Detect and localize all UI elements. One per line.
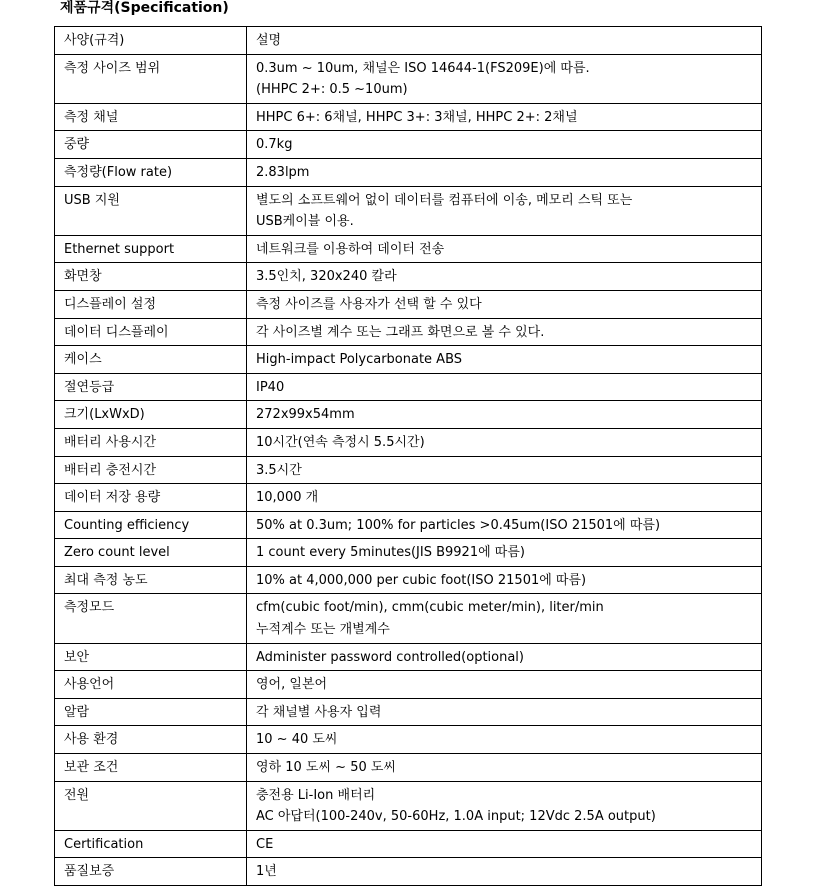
spec-label: 크기(LxWxD) — [64, 407, 145, 423]
spec-label-cell — [55, 511, 247, 539]
spec-label-cell — [55, 698, 247, 726]
spec-row — [55, 539, 762, 567]
spec-value-line: High-impact Polycarbonate ABS — [256, 352, 463, 368]
spec-value-cell — [247, 754, 762, 782]
spec-value-cell — [247, 428, 762, 456]
spec-label: 배터리 충전시간 — [64, 462, 157, 478]
spec-row — [55, 566, 762, 594]
spec-value-line: 설명 — [256, 33, 282, 48]
spec-value-cell — [247, 643, 762, 671]
spec-row — [55, 186, 762, 235]
spec-label-cell — [55, 401, 247, 429]
spec-label: 데이터 디스플레이 — [64, 324, 169, 340]
spec-row — [55, 103, 762, 131]
spec-value-cell — [247, 401, 762, 429]
spec-value-cell — [247, 27, 762, 55]
spec-value-line: 3.5시간 — [256, 462, 302, 478]
spec-value-cell — [247, 158, 762, 186]
spec-label-cell — [55, 27, 247, 55]
spec-value-cell — [247, 781, 762, 830]
spec-value-cell — [247, 698, 762, 726]
spec-label-cell — [55, 858, 247, 886]
spec-label-cell — [55, 643, 247, 671]
spec-value-cell — [247, 290, 762, 318]
spec-row — [55, 726, 762, 754]
spec-label: 알람 — [64, 704, 90, 720]
spec-value-line: 2.83lpm — [256, 164, 310, 180]
spec-value-line: 1 count every 5minutes(JIS B9921에 따름) — [256, 545, 525, 561]
spec-row — [55, 428, 762, 456]
spec-label: 측정 사이즈 범위 — [64, 60, 161, 76]
spec-value-cell — [247, 235, 762, 263]
spec-row — [55, 858, 762, 886]
spec-row — [55, 27, 762, 55]
spec-value-cell — [247, 318, 762, 346]
spec-row — [55, 484, 762, 512]
spec-row — [55, 54, 762, 103]
spec-label: 최대 측정 농도 — [64, 572, 148, 588]
spec-value-cell — [247, 484, 762, 512]
spec-value-cell — [247, 346, 762, 374]
spec-label-cell — [55, 456, 247, 484]
spec-value-line: 각 사이즈별 계수 또는 그래프 화면으로 볼 수 있다. — [256, 324, 545, 340]
spec-row — [55, 511, 762, 539]
spec-label-cell — [55, 131, 247, 159]
spec-value-line: 측정 사이즈를 사용자가 선택 할 수 있다 — [256, 296, 482, 312]
spec-label: 케이스 — [64, 352, 102, 368]
spec-label-cell — [55, 428, 247, 456]
spec-row — [55, 456, 762, 484]
spec-row — [55, 643, 762, 671]
spec-value-cell — [247, 131, 762, 159]
spec-value-line: 10 ~ 40 도씨 — [256, 732, 338, 748]
spec-label: 사용 환경 — [64, 732, 119, 748]
spec-label-cell — [55, 290, 247, 318]
specification-table — [54, 26, 762, 886]
spec-label: Ethernet support — [64, 241, 175, 257]
spec-value-line: 272x99x54mm — [256, 407, 355, 423]
spec-row — [55, 263, 762, 291]
spec-value-cell — [247, 54, 762, 103]
spec-value-line: 10시간(연속 측정시 5.5시간) — [256, 434, 425, 450]
spec-value-cell — [247, 671, 762, 699]
spec-label-cell — [55, 103, 247, 131]
spec-label: 사용언어 — [64, 677, 115, 693]
spec-row — [55, 594, 762, 643]
spec-value-cell — [247, 456, 762, 484]
spec-label: 데이터 저장 용량 — [64, 490, 161, 506]
spec-row — [55, 754, 762, 782]
spec-value-line: 각 채널별 사용자 입력 — [256, 704, 382, 720]
spec-label: USB 지원 — [64, 192, 120, 208]
spec-label-cell — [55, 373, 247, 401]
spec-value-line: 0.3um ~ 10um, 채널은 ISO 14644-1(FS209E)에 따름. — [256, 60, 590, 76]
spec-label: 측정 채널 — [64, 109, 119, 125]
spec-value-line: 네트워크를 이용하여 데이터 전송 — [256, 241, 445, 257]
spec-value-line: 영하 10 도씨 ~ 50 도씨 — [256, 760, 396, 776]
spec-label: 측정량(Flow rate) — [64, 164, 173, 180]
spec-value-cell — [247, 511, 762, 539]
spec-value-line: 50% at 0.3um; 100% for particles >0.45um(ISO 21501에 따름) — [256, 517, 661, 533]
spec-label: Zero count level — [64, 545, 170, 561]
spec-value-line: cfm(cubic foot/min), cmm(cubic meter/min), liter/min — [256, 600, 604, 616]
spec-row — [55, 830, 762, 858]
spec-row — [55, 318, 762, 346]
spec-value-line: Administer password controlled(optional) — [256, 649, 524, 665]
spec-row — [55, 781, 762, 830]
spec-label: 화면창 — [64, 269, 102, 285]
spec-value-cell — [247, 566, 762, 594]
spec-label: 절연등급 — [64, 379, 115, 395]
spec-value-cell — [247, 186, 762, 235]
spec-value-line: HHPC 6+: 6채널, HHPC 3+: 3채널, HHPC 2+: 2채널 — [256, 109, 578, 125]
spec-value-line: 1년 — [256, 864, 277, 880]
spec-value-cell — [247, 103, 762, 131]
spec-label: 전원 — [64, 787, 90, 803]
spec-label: 보관 조건 — [64, 760, 119, 776]
spec-row — [55, 131, 762, 159]
spec-row — [55, 290, 762, 318]
spec-label-cell — [55, 54, 247, 103]
spec-value-line: 별도의 소프트웨어 없이 데이터를 컴퓨터에 이송, 메모리 스틱 또는 — [256, 192, 633, 208]
spec-value-line: 10,000 개 — [256, 490, 319, 506]
spec-label: 품질보증 — [64, 864, 115, 880]
spec-value-cell — [247, 373, 762, 401]
spec-label-cell — [55, 539, 247, 567]
spec-label-cell — [55, 263, 247, 291]
spec-label: 측정모드 — [64, 600, 115, 616]
specification-table-body — [55, 27, 762, 886]
spec-value-cell — [247, 263, 762, 291]
spec-label-cell — [55, 726, 247, 754]
spec-row — [55, 401, 762, 429]
spec-value-line: USB케이블 이용. — [256, 214, 354, 230]
spec-row — [55, 671, 762, 699]
spec-label-cell — [55, 484, 247, 512]
spec-label-cell — [55, 186, 247, 235]
spec-value-line: 누적계수 또는 개별계수 — [256, 622, 390, 638]
spec-label: Counting efficiency — [64, 517, 190, 533]
spec-value-line: 영어, 일본어 — [256, 677, 328, 693]
spec-label-cell — [55, 671, 247, 699]
spec-value-cell — [247, 858, 762, 886]
spec-label-cell — [55, 235, 247, 263]
spec-label: 배터리 사용시간 — [64, 434, 157, 450]
spec-label-cell — [55, 346, 247, 374]
spec-row — [55, 346, 762, 374]
spec-label: 사양(규격) — [64, 33, 125, 48]
spec-value-line: IP40 — [256, 379, 285, 395]
spec-label-cell — [55, 781, 247, 830]
spec-value-line: 충전용 Li-Ion 배터리 — [256, 787, 376, 803]
spec-value-cell — [247, 594, 762, 643]
spec-value-cell — [247, 830, 762, 858]
spec-row — [55, 158, 762, 186]
spec-value-line: CE — [256, 836, 274, 852]
spec-value-line: 10% at 4,000,000 per cubic foot(ISO 21501에 따름) — [256, 572, 587, 588]
spec-value-cell — [247, 539, 762, 567]
spec-label: 중량 — [64, 137, 90, 153]
spec-label-cell — [55, 594, 247, 643]
spec-row — [55, 373, 762, 401]
spec-label-cell — [55, 754, 247, 782]
spec-label: 디스플레이 설정 — [64, 296, 157, 312]
spec-label-cell — [55, 830, 247, 858]
spec-label: 보안 — [64, 649, 90, 665]
spec-row — [55, 698, 762, 726]
spec-row — [55, 235, 762, 263]
spec-label-cell — [55, 158, 247, 186]
spec-label-cell — [55, 318, 247, 346]
spec-value-line: 0.7kg — [256, 137, 293, 153]
spec-value-cell — [247, 726, 762, 754]
document-title: 제품규격(Specification) — [60, 0, 229, 16]
spec-value-line: (HHPC 2+: 0.5 ~10um) — [256, 82, 408, 98]
spec-value-line: AC 아답터(100-240v, 50-60Hz, 1.0A input; 12Vdc 2.5A output) — [256, 809, 656, 825]
spec-label-cell — [55, 566, 247, 594]
spec-value-line: 3.5인치, 320x240 칼라 — [256, 269, 397, 285]
spec-label: Certification — [64, 836, 144, 852]
